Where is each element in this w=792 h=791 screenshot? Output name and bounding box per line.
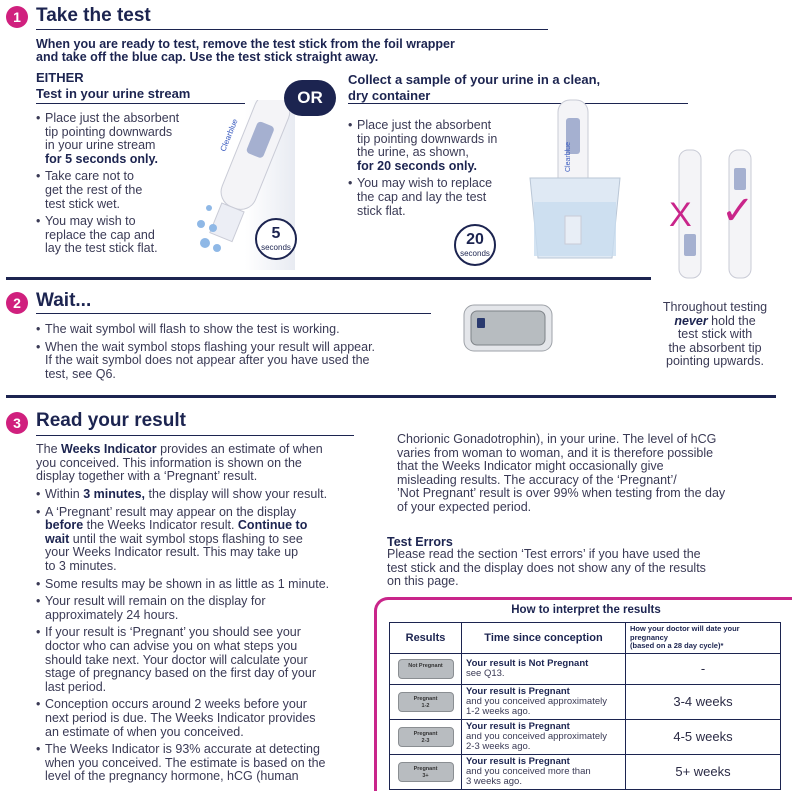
or-badge: OR (284, 80, 336, 116)
results-table (389, 622, 781, 790)
table-row (390, 719, 781, 754)
never-upwards-caption: Throughout testing never hold the test stick with the absorbent tip pointing upwards. (662, 300, 768, 369)
table-row (390, 684, 781, 719)
display-screen: Pregnant 2-3 (398, 727, 454, 747)
step-3-title: Read your result (36, 410, 186, 431)
list-item: • The wait symbol will flash to show the test is working. (36, 323, 456, 337)
test-stick-cup-illustration (512, 98, 642, 263)
col-time-since-conception: Time since conception (462, 623, 626, 654)
results-table-panel (374, 597, 792, 791)
result-display (390, 684, 462, 719)
intro-line: and take off the blue cap. Use the test stick straight away. (36, 50, 379, 64)
doctor-dating: - (626, 653, 781, 684)
step-2-number: 2 (6, 292, 28, 314)
display-screen: Not Pregnant (398, 659, 454, 679)
list-item: • Some results may be shown in as little as 1 minute. (36, 578, 371, 592)
result-display (390, 754, 462, 789)
list-item: • A ‘Pregnant’ result may appear on the display before the Weeks Indicator result. Continue to wait until the wait symbol stops flashing to see your Weeks Indicator result. This may take up to 3 minutes. (36, 506, 371, 574)
stick-orientation-illustration (665, 142, 775, 282)
step-1-number: 1 (6, 6, 28, 28)
correct-mark-icon: ✓ (721, 188, 755, 234)
step-1-title: Take the test (36, 5, 151, 26)
doctor-dating: 3-4 weeks (626, 684, 781, 719)
result-display (390, 653, 462, 684)
either-heading (36, 71, 190, 101)
table-row (390, 754, 781, 789)
container-heading-line: dry container (348, 88, 431, 103)
wait-instructions (36, 323, 456, 385)
result-description: Your result is Pregnant and you conceived approximately 1-2 weeks ago. (462, 684, 626, 719)
wait-display-illustration (463, 304, 553, 352)
brand-text: Clearblue (565, 142, 572, 172)
timer-value: 5 (271, 225, 281, 242)
timer-unit: seconds (261, 243, 291, 252)
step-3-number: 3 (6, 412, 28, 434)
list-item: • Conception occurs around 2 weeks before your next period is due. The Weeks Indicator provides an estimate of when you conceived. (36, 698, 371, 739)
container-heading-line: Collect a sample of your urine in a clean, (348, 72, 601, 87)
step-3-divider (36, 435, 354, 436)
step-2-divider (36, 313, 431, 314)
result-description: Your result is Pregnant and you conceived approximately 2-3 weeks ago. (462, 719, 626, 754)
table-header-row (390, 623, 781, 654)
step-1-intro (36, 38, 596, 64)
intro-line: When you are ready to test, remove the test stick from the foil wrapper (36, 37, 455, 51)
never-emphasis: never (674, 313, 708, 328)
table-row (390, 653, 781, 684)
timer-value: 20 (466, 231, 484, 248)
results-table-title: How to interpret the results (511, 604, 661, 616)
timer-unit: seconds (460, 249, 490, 258)
step-2-title: Wait... (36, 290, 92, 311)
section-divider (6, 395, 776, 398)
doctor-dating: 4-5 weeks (626, 719, 781, 754)
wrong-mark-icon: X (669, 196, 692, 234)
col-results: Results (390, 623, 462, 654)
display-screen: Pregnant 1-2 (398, 692, 454, 712)
list-item: • Take care not to get the rest of the test stick wet. (36, 170, 211, 211)
container-instructions (348, 119, 528, 222)
timer-20-seconds (454, 224, 496, 266)
col-doctor-dating: How your doctor will date your pregnancy (based on a 28 day cycle)* (626, 623, 781, 654)
timer-5-seconds (255, 218, 297, 260)
test-errors-text: Please read the section ‘Test errors’ if you have used the test stick and the display does not show any of the results on this page. (387, 547, 706, 589)
list-item: • If your result is ‘Pregnant’ you should see your doctor who can advise you on what steps you should take next. Your doctor will calculate your stage of pregnancy based on the first day of your last period. (36, 626, 371, 694)
result-description: Your result is Not Pregnant see Q13. (462, 653, 626, 684)
result-instructions (36, 488, 371, 788)
result-description: Your result is Pregnant and you conceived more than 3 weeks ago. (462, 754, 626, 789)
result-display (390, 719, 462, 754)
test-errors-heading: Test Errors (387, 535, 453, 549)
urine-stream-label: Test in your urine stream (36, 86, 191, 101)
weeks-indicator-intro: The Weeks Indicator provides an estimate of when you conceived. This information is shown on the display together with a ‘Pregnant’ result. (36, 442, 323, 484)
list-item: • When the wait symbol stops flashing your result will appear. If the wait symbol does not appear after you have used the test, see Q6. (36, 341, 456, 382)
list-item: • Your result will remain on the display for approximately 24 hours. (36, 595, 371, 622)
section-divider (6, 277, 651, 280)
brand-text: Clearblue (218, 117, 240, 153)
accuracy-continuation: Chorionic Gonadotrophin), in your urine. The level of hCG varies from woman to woman, and it is therefore possible that the Weeks Indicator might occasionally give misleading results. The accuracy of the ‘Pregnant’/ ’Not Pregnant’ result is over 99% when testing from the day of your expected period. (397, 432, 726, 514)
list-item: • Within 3 minutes, the display will show your result. (36, 488, 371, 502)
doctor-dating: 5+ weeks (626, 754, 781, 789)
list-item: • Place just the absorbent tip pointing downwards in your urine stream for 5 seconds only. (36, 112, 211, 166)
step-1-divider (36, 29, 548, 30)
list-item: • Place just the absorbent tip pointing downwards in the urine, as shown, for 20 seconds only. (348, 119, 528, 173)
list-item: • You may wish to replace the cap and lay the test stick flat. (348, 177, 528, 218)
list-item: • You may wish to replace the cap and lay the test stick flat. (36, 215, 211, 256)
display-screen: Pregnant 3+ (398, 762, 454, 782)
list-item: • The Weeks Indicator is 93% accurate at detecting when you conceived. The estimate is based on the level of the pregnancy hormone, hCG (human (36, 743, 371, 784)
either-label: EITHER (36, 70, 84, 85)
